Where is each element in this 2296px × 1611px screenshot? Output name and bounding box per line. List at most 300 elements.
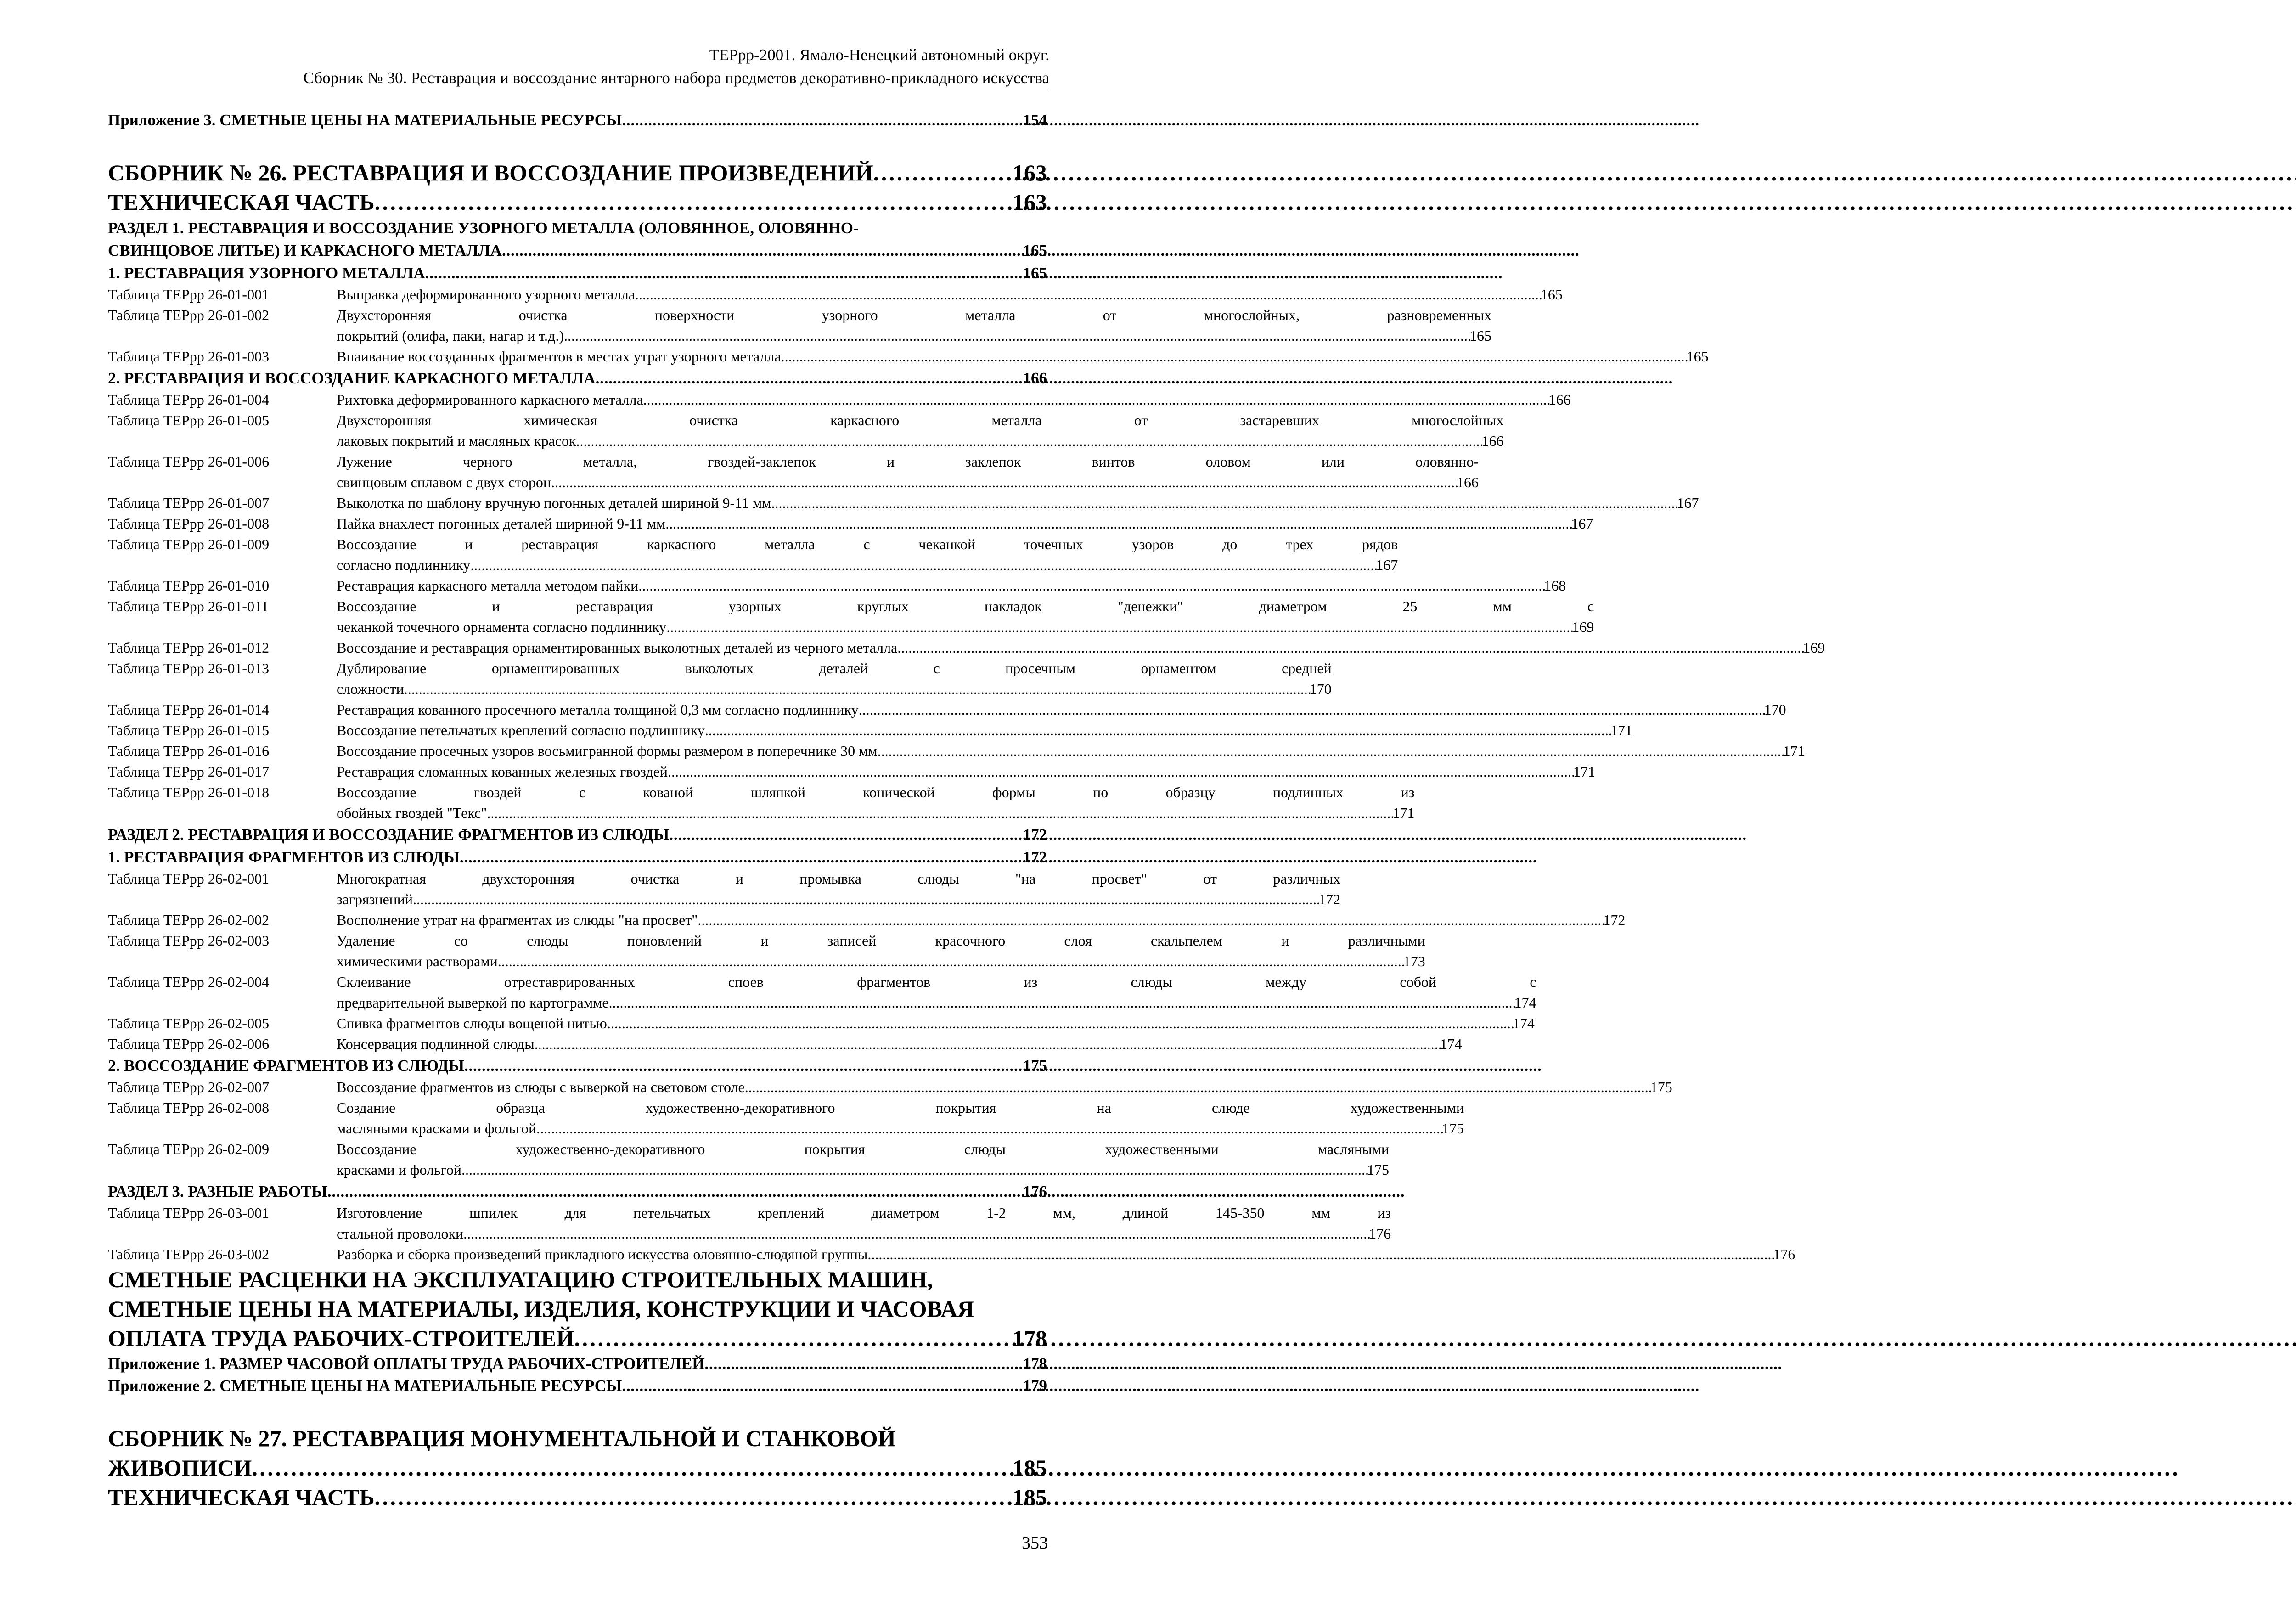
table-description-line: Изготовление шпилек для петельчатых креплений диаметром 1-2 мм, длиной 145-350 мм из bbox=[337, 1205, 1391, 1221]
toc-line bbox=[108, 367, 1047, 389]
toc-line bbox=[337, 699, 1786, 720]
dot-leader bbox=[461, 1160, 1367, 1180]
toc-page-ref: 165 bbox=[1540, 286, 1563, 303]
toc-entry-title: Реставрация сломанных кованных железных гвоздей bbox=[337, 763, 668, 780]
toc-page-ref: 172 bbox=[1603, 912, 1626, 928]
toc-page-ref: 176 bbox=[1023, 1183, 1047, 1200]
toc-line bbox=[337, 326, 1491, 346]
toc-page-ref: 170 bbox=[1309, 681, 1332, 697]
running-header bbox=[107, 44, 1049, 90]
toc-page-ref: 167 bbox=[1376, 557, 1398, 573]
dot-leader bbox=[878, 741, 1783, 761]
toc-page-ref: 174 bbox=[1512, 1015, 1535, 1031]
toc-page-ref: 169 bbox=[1803, 639, 1825, 656]
dot-leader bbox=[404, 679, 1310, 699]
toc-page-ref: 172 bbox=[1318, 891, 1341, 907]
toc-entry-title: Реставрация каркасного металла методом пайки bbox=[337, 577, 639, 594]
table-description-line: Воссоздание художественно-декоративного покрытия слюды художественными масляными bbox=[337, 1141, 1390, 1157]
toc-table-entry[interactable] bbox=[108, 389, 1571, 410]
toc-appendix-entry[interactable] bbox=[108, 1353, 1047, 1375]
table-code: Таблица ТЕРрр 26-01-011 bbox=[108, 598, 269, 614]
table-code: Таблица ТЕРрр 26-01-012 bbox=[108, 639, 270, 656]
toc-line bbox=[337, 741, 1805, 761]
table-code: Таблица ТЕРрр 26-01-013 bbox=[108, 660, 270, 676]
toc-page-ref: 175 bbox=[1442, 1120, 1464, 1137]
toc-entry-title: согласно подлиннику bbox=[337, 557, 471, 573]
toc-line bbox=[108, 1054, 1047, 1077]
toc-line bbox=[337, 346, 1709, 367]
toc-section-heading[interactable] bbox=[108, 217, 1047, 262]
toc-entry-title: Приложение 3. СМЕТНЫЕ ЦЕНЫ НА МАТЕРИАЛЬНЫЕ РЕСУРСЫ bbox=[108, 111, 622, 129]
toc-line bbox=[337, 472, 1479, 493]
toc-page-ref: 171 bbox=[1392, 805, 1415, 821]
toc-entry-title: сложности bbox=[337, 681, 404, 697]
table-description bbox=[337, 720, 1632, 741]
toc-section-heading[interactable] bbox=[108, 1180, 1047, 1203]
toc-page-ref: 171 bbox=[1573, 763, 1595, 780]
toc-entry-title: Консервация подлинной слюды bbox=[337, 1036, 535, 1052]
table-code: Таблица ТЕРрр 26-01-010 bbox=[108, 577, 270, 594]
table-code: Таблица ТЕРрр 26-02-005 bbox=[108, 1015, 270, 1031]
table-description bbox=[337, 972, 1536, 1013]
toc-page-ref: 185 bbox=[1013, 1455, 1047, 1481]
dot-leader bbox=[607, 1013, 1513, 1034]
toc-entry-title: чеканкой точечного орнамента согласно подлиннику bbox=[337, 619, 667, 635]
dot-leader bbox=[867, 1244, 1773, 1265]
dot-leader bbox=[622, 109, 1023, 131]
toc-entry-title: ОПЛАТА ТРУДА РАБОЧИХ-СТРОИТЕЛЕЙ bbox=[108, 1325, 574, 1351]
dot-leader bbox=[704, 1353, 1023, 1375]
toc-line bbox=[108, 1482, 1047, 1512]
toc-table-entry[interactable] bbox=[108, 1098, 1464, 1139]
dot-leader bbox=[413, 889, 1318, 910]
dot-leader bbox=[873, 158, 1013, 187]
toc-table-entry[interactable] bbox=[108, 637, 1825, 658]
table-code: Таблица ТЕРрр 26-01-018 bbox=[108, 784, 270, 800]
toc-line bbox=[337, 1034, 1462, 1054]
toc-line bbox=[337, 1077, 1672, 1098]
toc-table-entry[interactable] bbox=[108, 1013, 1535, 1034]
toc-entry-title: Впаивание воссозданных фрагментов в местах утрат узорного металла bbox=[337, 348, 781, 365]
table-description-line: Воссоздание и реставрация узорных круглых накладок "денежки" диаметром 25 мм с bbox=[337, 598, 1594, 614]
toc-heading-collection[interactable] bbox=[108, 158, 1047, 187]
toc-entry-title: красками и фольгой bbox=[337, 1161, 462, 1178]
toc-line bbox=[108, 1353, 1047, 1375]
toc-table-entry[interactable] bbox=[108, 972, 1536, 1013]
toc-table-entry[interactable] bbox=[108, 1034, 1462, 1054]
table-code: Таблица ТЕРрр 26-01-007 bbox=[108, 495, 270, 511]
dot-leader bbox=[622, 1375, 1023, 1397]
toc-entry-title: Восполнение утрат на фрагментах из слюды "на просвет" bbox=[337, 912, 698, 928]
table-code: Таблица ТЕРрр 26-02-007 bbox=[108, 1079, 270, 1095]
table-code: Таблица ТЕРрр 26-01-008 bbox=[108, 515, 270, 532]
toc-line bbox=[337, 992, 1536, 1013]
toc-line bbox=[108, 1324, 1047, 1353]
dot-leader bbox=[635, 284, 1541, 305]
dot-leader bbox=[609, 992, 1514, 1013]
table-description bbox=[337, 1098, 1464, 1139]
toc-table-entry[interactable] bbox=[108, 410, 1504, 451]
dot-leader bbox=[698, 910, 1603, 930]
dot-leader bbox=[327, 1180, 1023, 1203]
toc-section-heading[interactable] bbox=[108, 1054, 1047, 1077]
toc-entry-title: Разборка и сборка произведений прикладного искусства оловянно-слюдяной группы bbox=[337, 1246, 868, 1262]
toc-line bbox=[108, 823, 1047, 846]
table-description bbox=[337, 534, 1398, 575]
table-description-line: Воссоздание и реставрация каркасного металла с чеканкой точечных узоров до трех рядов bbox=[337, 536, 1398, 552]
toc-page-ref: 166 bbox=[1023, 369, 1047, 387]
header-line-1: ТЕРрр-2001. Ямало-Ненецкий автономный округ. bbox=[709, 46, 1049, 64]
table-code: Таблица ТЕРрр 26-01-016 bbox=[108, 743, 270, 759]
toc-page-ref: 176 bbox=[1369, 1225, 1391, 1242]
table-description-line: Удаление со слюды поновлений и записей красочного слоя скальпелем и различными bbox=[337, 932, 1425, 949]
toc-line bbox=[337, 617, 1594, 637]
dot-leader bbox=[638, 575, 1544, 596]
dot-leader bbox=[551, 472, 1457, 493]
toc-section-heading[interactable] bbox=[108, 262, 1047, 284]
dot-leader bbox=[464, 1054, 1023, 1077]
toc-table-entry[interactable] bbox=[108, 575, 1566, 596]
toc-table-entry[interactable] bbox=[108, 1077, 1672, 1098]
table-code: Таблица ТЕРрр 26-01-003 bbox=[108, 348, 270, 365]
toc-line bbox=[337, 513, 1593, 534]
toc-table-entry[interactable] bbox=[108, 1139, 1390, 1180]
dot-leader bbox=[502, 239, 1023, 262]
dot-leader bbox=[596, 367, 1023, 389]
toc-page-ref: 166 bbox=[1548, 391, 1571, 408]
toc-line bbox=[337, 1223, 1391, 1244]
toc-heading-collection[interactable] bbox=[108, 1265, 1047, 1353]
dot-leader bbox=[460, 846, 1023, 868]
dot-leader bbox=[425, 262, 1023, 284]
toc-page-ref: 178 bbox=[1023, 1355, 1047, 1373]
table-code: Таблица ТЕРрр 26-01-009 bbox=[108, 536, 270, 552]
toc-entry-title: ТЕХНИЧЕСКАЯ ЧАСТЬ bbox=[108, 1484, 375, 1510]
toc-line bbox=[108, 109, 1047, 131]
table-description bbox=[337, 761, 1595, 782]
table-description-line: Многократная двухсторонняя очистка и промывка слюды "на просвет" от различных bbox=[337, 870, 1341, 887]
toc-line bbox=[337, 910, 1625, 930]
dot-leader bbox=[781, 346, 1687, 367]
dot-leader bbox=[666, 617, 1572, 637]
table-code: Таблица ТЕРрр 26-02-009 bbox=[108, 1141, 270, 1157]
toc-page-ref: 171 bbox=[1783, 743, 1805, 759]
table-description bbox=[337, 284, 1563, 305]
toc-table-entry[interactable] bbox=[108, 493, 1699, 513]
toc-line bbox=[337, 720, 1632, 741]
dot-leader bbox=[745, 1077, 1650, 1098]
table-code: Таблица ТЕРрр 26-01-004 bbox=[108, 391, 270, 408]
table-code: Таблица ТЕРрр 26-02-006 bbox=[108, 1036, 270, 1052]
toc-line bbox=[108, 1453, 1047, 1482]
toc-page-ref: 179 bbox=[1023, 1377, 1047, 1395]
toc-table-entry[interactable] bbox=[108, 1244, 1795, 1265]
toc-page-ref: 165 bbox=[1686, 348, 1709, 365]
toc-entry-title: Реставрация кованного просечного металла толщиной 0,3 мм согласно подлиннику bbox=[337, 701, 859, 718]
toc-entry-title: Рихтовка деформированного каркасного металла bbox=[337, 391, 643, 408]
toc-heading-line: СМЕТНЫЕ ЦЕНЫ НА МАТЕРИАЛЫ, ИЗДЕЛИЯ, КОНСТРУКЦИИ И ЧАСОВАЯ bbox=[108, 1296, 974, 1322]
toc-line bbox=[337, 493, 1699, 513]
toc-section-heading[interactable] bbox=[108, 367, 1047, 389]
dot-leader bbox=[859, 699, 1764, 720]
table-description bbox=[337, 1139, 1389, 1180]
toc-heading-collection[interactable] bbox=[108, 1482, 1047, 1512]
toc-entry-title: РАЗДЕЛ 2. РЕСТАВРАЦИЯ И ВОССОЗДАНИЕ ФРАГМЕНТОВ ИЗ СЛЮДЫ bbox=[108, 826, 670, 844]
toc-section-heading[interactable] bbox=[108, 823, 1047, 846]
toc-entry-title: Воссоздание просечных узоров восьмигранной формы размером в поперечнике 30 мм bbox=[337, 743, 878, 759]
dot-leader bbox=[470, 555, 1376, 575]
toc-table-entry[interactable] bbox=[108, 782, 1415, 823]
table-description bbox=[337, 868, 1340, 910]
dot-leader bbox=[643, 389, 1549, 410]
dot-leader bbox=[705, 720, 1610, 741]
table-description bbox=[337, 637, 1825, 658]
table-description-line: Лужение черного металла, гвоздей-заклепок и заклепок винтов оловом или оловянно- bbox=[337, 453, 1479, 470]
toc-line bbox=[337, 679, 1332, 699]
toc-line bbox=[108, 239, 1047, 262]
dot-leader bbox=[498, 951, 1403, 972]
toc-heading-collection[interactable] bbox=[108, 187, 1047, 217]
toc-table-entry[interactable] bbox=[108, 741, 1805, 761]
toc-heading-line: СБОРНИК № 27. РЕСТАВРАЦИЯ МОНУМЕНТАЛЬНОЙ И СТАНКОВОЙ bbox=[108, 1425, 896, 1451]
toc-table-entry[interactable] bbox=[108, 720, 1632, 741]
toc-page-ref: 154 bbox=[1023, 111, 1047, 129]
toc-table-entry[interactable] bbox=[108, 910, 1626, 930]
toc-line bbox=[337, 803, 1414, 823]
toc-line bbox=[108, 187, 1047, 217]
toc-entry-title: Воссоздание петельчатых креплений согласно подлиннику bbox=[337, 722, 705, 738]
toc-table-entry[interactable] bbox=[108, 534, 1398, 575]
table-description bbox=[337, 389, 1571, 410]
toc-entry-title: СБОРНИК № 26. РЕСТАВРАЦИЯ И ВОССОЗДАНИЕ ПРОИЗВЕДЕНИЙ bbox=[108, 160, 873, 186]
toc-entry-title: 2. ВОССОЗДАНИЕ ФРАГМЕНТОВ ИЗ СЛЮДЫ bbox=[108, 1057, 465, 1075]
toc-entry-title: Выправка деформированного узорного металла bbox=[337, 286, 635, 303]
toc-page-ref: 170 bbox=[1764, 701, 1786, 718]
dot-leader bbox=[576, 431, 1481, 451]
toc-page-ref: 185 bbox=[1013, 1484, 1047, 1510]
toc-entry-title: Воссоздание и реставрация орнаментированных выколотных деталей из черного металла bbox=[337, 639, 898, 656]
dot-leader bbox=[375, 187, 1013, 217]
table-description bbox=[337, 410, 1503, 451]
page-number: 353 bbox=[1022, 1533, 1048, 1553]
table-description bbox=[337, 575, 1566, 596]
toc-page-ref: 173 bbox=[1403, 953, 1425, 969]
dot-leader bbox=[564, 326, 1469, 346]
dot-leader bbox=[574, 1324, 1013, 1353]
toc-table-entry[interactable] bbox=[108, 513, 1593, 534]
toc-table-entry[interactable] bbox=[108, 868, 1341, 910]
toc-entry-title: свинцовым сплавом с двух сторон bbox=[337, 474, 551, 490]
toc-line bbox=[337, 389, 1571, 410]
toc-line bbox=[337, 1118, 1464, 1139]
table-description bbox=[337, 658, 1332, 699]
table-description-line: Создание образца художественно-декоративного покрытия на слюде художественными bbox=[337, 1099, 1464, 1116]
toc-section-heading[interactable] bbox=[108, 846, 1047, 868]
table-description bbox=[337, 305, 1491, 346]
table-description-line: Двухсторонняя очистка поверхности узорного металла от многослойных, разновременных bbox=[337, 307, 1491, 323]
toc-line bbox=[108, 846, 1047, 868]
toc-entry-title: ЖИВОПИСИ bbox=[108, 1455, 252, 1481]
toc-line bbox=[337, 575, 1566, 596]
toc-entry-title: Пайка внахлест погонных деталей шириной 9-11 мм bbox=[337, 515, 666, 532]
table-description bbox=[337, 1034, 1462, 1054]
toc-entry-title: лаковых покрытий и масляных красок bbox=[337, 433, 576, 449]
toc-line bbox=[337, 431, 1503, 451]
toc-heading-collection[interactable] bbox=[108, 1424, 1047, 1482]
toc-entry-title: СВИНЦОВОЕ ЛИТЬЕ) И КАРКАСНОГО МЕТАЛЛА bbox=[108, 242, 502, 259]
toc-page-ref: 167 bbox=[1677, 495, 1699, 511]
toc-line bbox=[108, 262, 1047, 284]
toc-entry-title: Воссоздание фрагментов из слюды с выверкой на световом столе bbox=[337, 1079, 745, 1095]
toc-table-entry[interactable] bbox=[108, 596, 1594, 637]
toc-appendix-entry[interactable] bbox=[108, 109, 1047, 131]
toc-page-ref: 166 bbox=[1456, 474, 1479, 490]
table-code: Таблица ТЕРрр 26-01-017 bbox=[108, 763, 270, 780]
table-code: Таблица ТЕРрр 26-03-001 bbox=[108, 1205, 270, 1221]
toc-line bbox=[337, 1013, 1535, 1034]
table-code: Таблица ТЕРрр 26-01-002 bbox=[108, 307, 270, 323]
toc-table-entry[interactable] bbox=[108, 699, 1786, 720]
dot-leader bbox=[463, 1223, 1369, 1244]
dot-leader bbox=[665, 513, 1571, 534]
toc-entry-title: обойных гвоздей "Текс" bbox=[337, 805, 487, 821]
toc-page-ref: 165 bbox=[1469, 327, 1491, 344]
toc-table-entry[interactable] bbox=[108, 761, 1595, 782]
dot-leader bbox=[668, 761, 1573, 782]
table-description bbox=[337, 346, 1709, 367]
toc-line bbox=[337, 637, 1825, 658]
toc-line bbox=[108, 158, 1047, 187]
toc-page-ref: 166 bbox=[1481, 433, 1504, 449]
toc-entry-title: 2. РЕСТАВРАЦИЯ И ВОССОЗДАНИЕ КАРКАСНОГО МЕТАЛЛА bbox=[108, 369, 596, 387]
toc-line bbox=[337, 761, 1595, 782]
dot-leader bbox=[252, 1453, 1013, 1482]
dot-leader bbox=[487, 803, 1392, 823]
toc-entry-title: стальной проволоки bbox=[337, 1225, 464, 1242]
toc-entry-title: 1. РЕСТАВРАЦИЯ УЗОРНОГО МЕТАЛЛА bbox=[108, 264, 425, 282]
toc-page-ref: 178 bbox=[1013, 1325, 1047, 1351]
table-description bbox=[337, 741, 1805, 761]
toc-table-entry[interactable] bbox=[108, 1203, 1391, 1244]
table-description bbox=[337, 699, 1786, 720]
table-description-line: Склеивание отреставрированных споев фрагментов из слюды между собой с bbox=[337, 974, 1536, 990]
toc-section-heading-line: РАЗДЕЛ 1. РЕСТАВРАЦИЯ И ВОССОЗДАНИЕ УЗОРНОГО МЕТАЛЛА (ОЛОВЯННОЕ, ОЛОВЯННО- bbox=[108, 219, 859, 237]
table-description-line: Воссоздание гвоздей с кованой шляпкой конической формы по образцу подлинных из bbox=[337, 784, 1415, 800]
toc-entry-title: покрытий (олифа, паки, нагар и т.д.) bbox=[337, 327, 564, 344]
toc-page-ref: 165 bbox=[1023, 264, 1047, 282]
toc-page-ref: 175 bbox=[1023, 1057, 1047, 1075]
table-description bbox=[337, 930, 1425, 972]
toc-line bbox=[337, 951, 1425, 972]
table-code: Таблица ТЕРрр 26-02-002 bbox=[108, 912, 270, 928]
dot-leader bbox=[771, 493, 1677, 513]
table-code: Таблица ТЕРрр 26-01-014 bbox=[108, 701, 270, 718]
toc-line bbox=[337, 555, 1398, 575]
toc-page-ref: 176 bbox=[1773, 1246, 1795, 1262]
toc-line bbox=[337, 1160, 1389, 1180]
toc-table-entry[interactable] bbox=[108, 930, 1425, 972]
toc-page-ref: 172 bbox=[1023, 826, 1047, 844]
table-code: Таблица ТЕРрр 26-03-002 bbox=[108, 1246, 270, 1262]
toc-table-entry[interactable] bbox=[108, 305, 1491, 346]
table-description bbox=[337, 596, 1594, 637]
toc-entry-title: Выколотка по шаблону вручную погонных деталей шириной 9-11 мм bbox=[337, 495, 771, 511]
toc-line bbox=[337, 284, 1563, 305]
toc-entry-title: химическими растворами bbox=[337, 953, 498, 969]
table-code: Таблица ТЕРрр 26-02-004 bbox=[108, 974, 270, 990]
toc-table-entry[interactable] bbox=[108, 451, 1479, 493]
table-description bbox=[337, 1013, 1535, 1034]
toc-entry-title: Приложение 1. РАЗМЕР ЧАСОВОЙ ОПЛАТЫ ТРУДА РАБОЧИХ-СТРОИТЕЛЕЙ bbox=[108, 1355, 705, 1373]
dot-leader bbox=[375, 1482, 1013, 1512]
table-description bbox=[337, 1077, 1672, 1098]
toc-page-ref: 165 bbox=[1023, 242, 1047, 259]
dot-leader bbox=[535, 1034, 1440, 1054]
toc-page-ref: 175 bbox=[1650, 1079, 1672, 1095]
toc-entry-title: загрязнений bbox=[337, 891, 413, 907]
toc-entry-title: 1. РЕСТАВРАЦИЯ ФРАГМЕНТОВ ИЗ СЛЮДЫ bbox=[108, 848, 460, 866]
toc-page-ref: 174 bbox=[1440, 1036, 1462, 1052]
toc-entry-title: Спивка фрагментов слюды вощеной нитью bbox=[337, 1015, 607, 1031]
toc-page-ref: 168 bbox=[1544, 577, 1566, 594]
toc-table-entry[interactable] bbox=[108, 346, 1709, 367]
table-code: Таблица ТЕРрр 26-02-008 bbox=[108, 1099, 270, 1116]
table-code: Таблица ТЕРрр 26-02-003 bbox=[108, 932, 270, 949]
table-description bbox=[337, 1244, 1795, 1265]
toc-page-ref: 163 bbox=[1013, 160, 1047, 186]
toc-appendix-entry[interactable] bbox=[108, 1375, 1047, 1397]
toc-heading-line: СМЕТНЫЕ РАСЦЕНКИ НА ЭКСПЛУАТАЦИЮ СТРОИТЕЛЬНЫХ МАШИН, bbox=[108, 1267, 933, 1292]
toc-page-ref: 169 bbox=[1572, 619, 1594, 635]
toc-page-ref: 163 bbox=[1013, 189, 1047, 215]
table-description-line: Дублирование орнаментированных выколотых деталей с просечным орнаментом средней bbox=[337, 660, 1332, 676]
table-description bbox=[337, 782, 1414, 823]
header-line-2: Сборник № 30. Реставрация и воссоздание янтарного набора предметов декоративно-прикладного искусства bbox=[303, 69, 1049, 87]
table-description bbox=[337, 451, 1479, 493]
table-description bbox=[337, 910, 1625, 930]
toc-entry-title: Приложение 2. СМЕТНЫЕ ЦЕНЫ НА МАТЕРИАЛЬНЫЕ РЕСУРСЫ bbox=[108, 1377, 622, 1395]
toc-page-ref: 174 bbox=[1514, 994, 1536, 1011]
table-description bbox=[337, 1203, 1391, 1244]
table-code: Таблица ТЕРрр 26-01-005 bbox=[108, 412, 270, 428]
toc-page-ref: 172 bbox=[1023, 848, 1047, 866]
dot-leader bbox=[669, 823, 1023, 846]
table-code: Таблица ТЕРрр 26-01-001 bbox=[108, 286, 270, 303]
toc-line bbox=[337, 889, 1340, 910]
toc-page-ref: 171 bbox=[1610, 722, 1632, 738]
toc-entry-title: РАЗДЕЛ 3. РАЗНЫЕ РАБОТЫ bbox=[108, 1183, 327, 1200]
table-code: Таблица ТЕРрр 26-01-015 bbox=[108, 722, 270, 738]
toc-line bbox=[108, 1180, 1047, 1203]
table-description bbox=[337, 513, 1593, 534]
table-code: Таблица ТЕРрр 26-02-001 bbox=[108, 870, 270, 887]
toc-entry-title: ТЕХНИЧЕСКАЯ ЧАСТЬ bbox=[108, 189, 375, 215]
toc-page-ref: 175 bbox=[1367, 1161, 1390, 1178]
table-description bbox=[337, 493, 1699, 513]
toc-table-entry[interactable] bbox=[108, 658, 1332, 699]
table-of-contents bbox=[108, 109, 1825, 1512]
toc-entry-title: предварительной выверкой по картограмме bbox=[337, 994, 609, 1011]
toc-table-entry[interactable] bbox=[108, 284, 1563, 305]
toc-page-ref: 167 bbox=[1571, 515, 1593, 532]
toc-line bbox=[337, 1244, 1795, 1265]
dot-leader bbox=[536, 1118, 1442, 1139]
toc-line bbox=[108, 1375, 1047, 1397]
toc-entry-title: масляными красками и фольгой bbox=[337, 1120, 537, 1137]
table-code: Таблица ТЕРрр 26-01-006 bbox=[108, 453, 270, 470]
dot-leader bbox=[897, 637, 1803, 658]
table-description-line: Двухсторонняя химическая очистка каркасного металла от застаревших многослойных bbox=[337, 412, 1504, 428]
